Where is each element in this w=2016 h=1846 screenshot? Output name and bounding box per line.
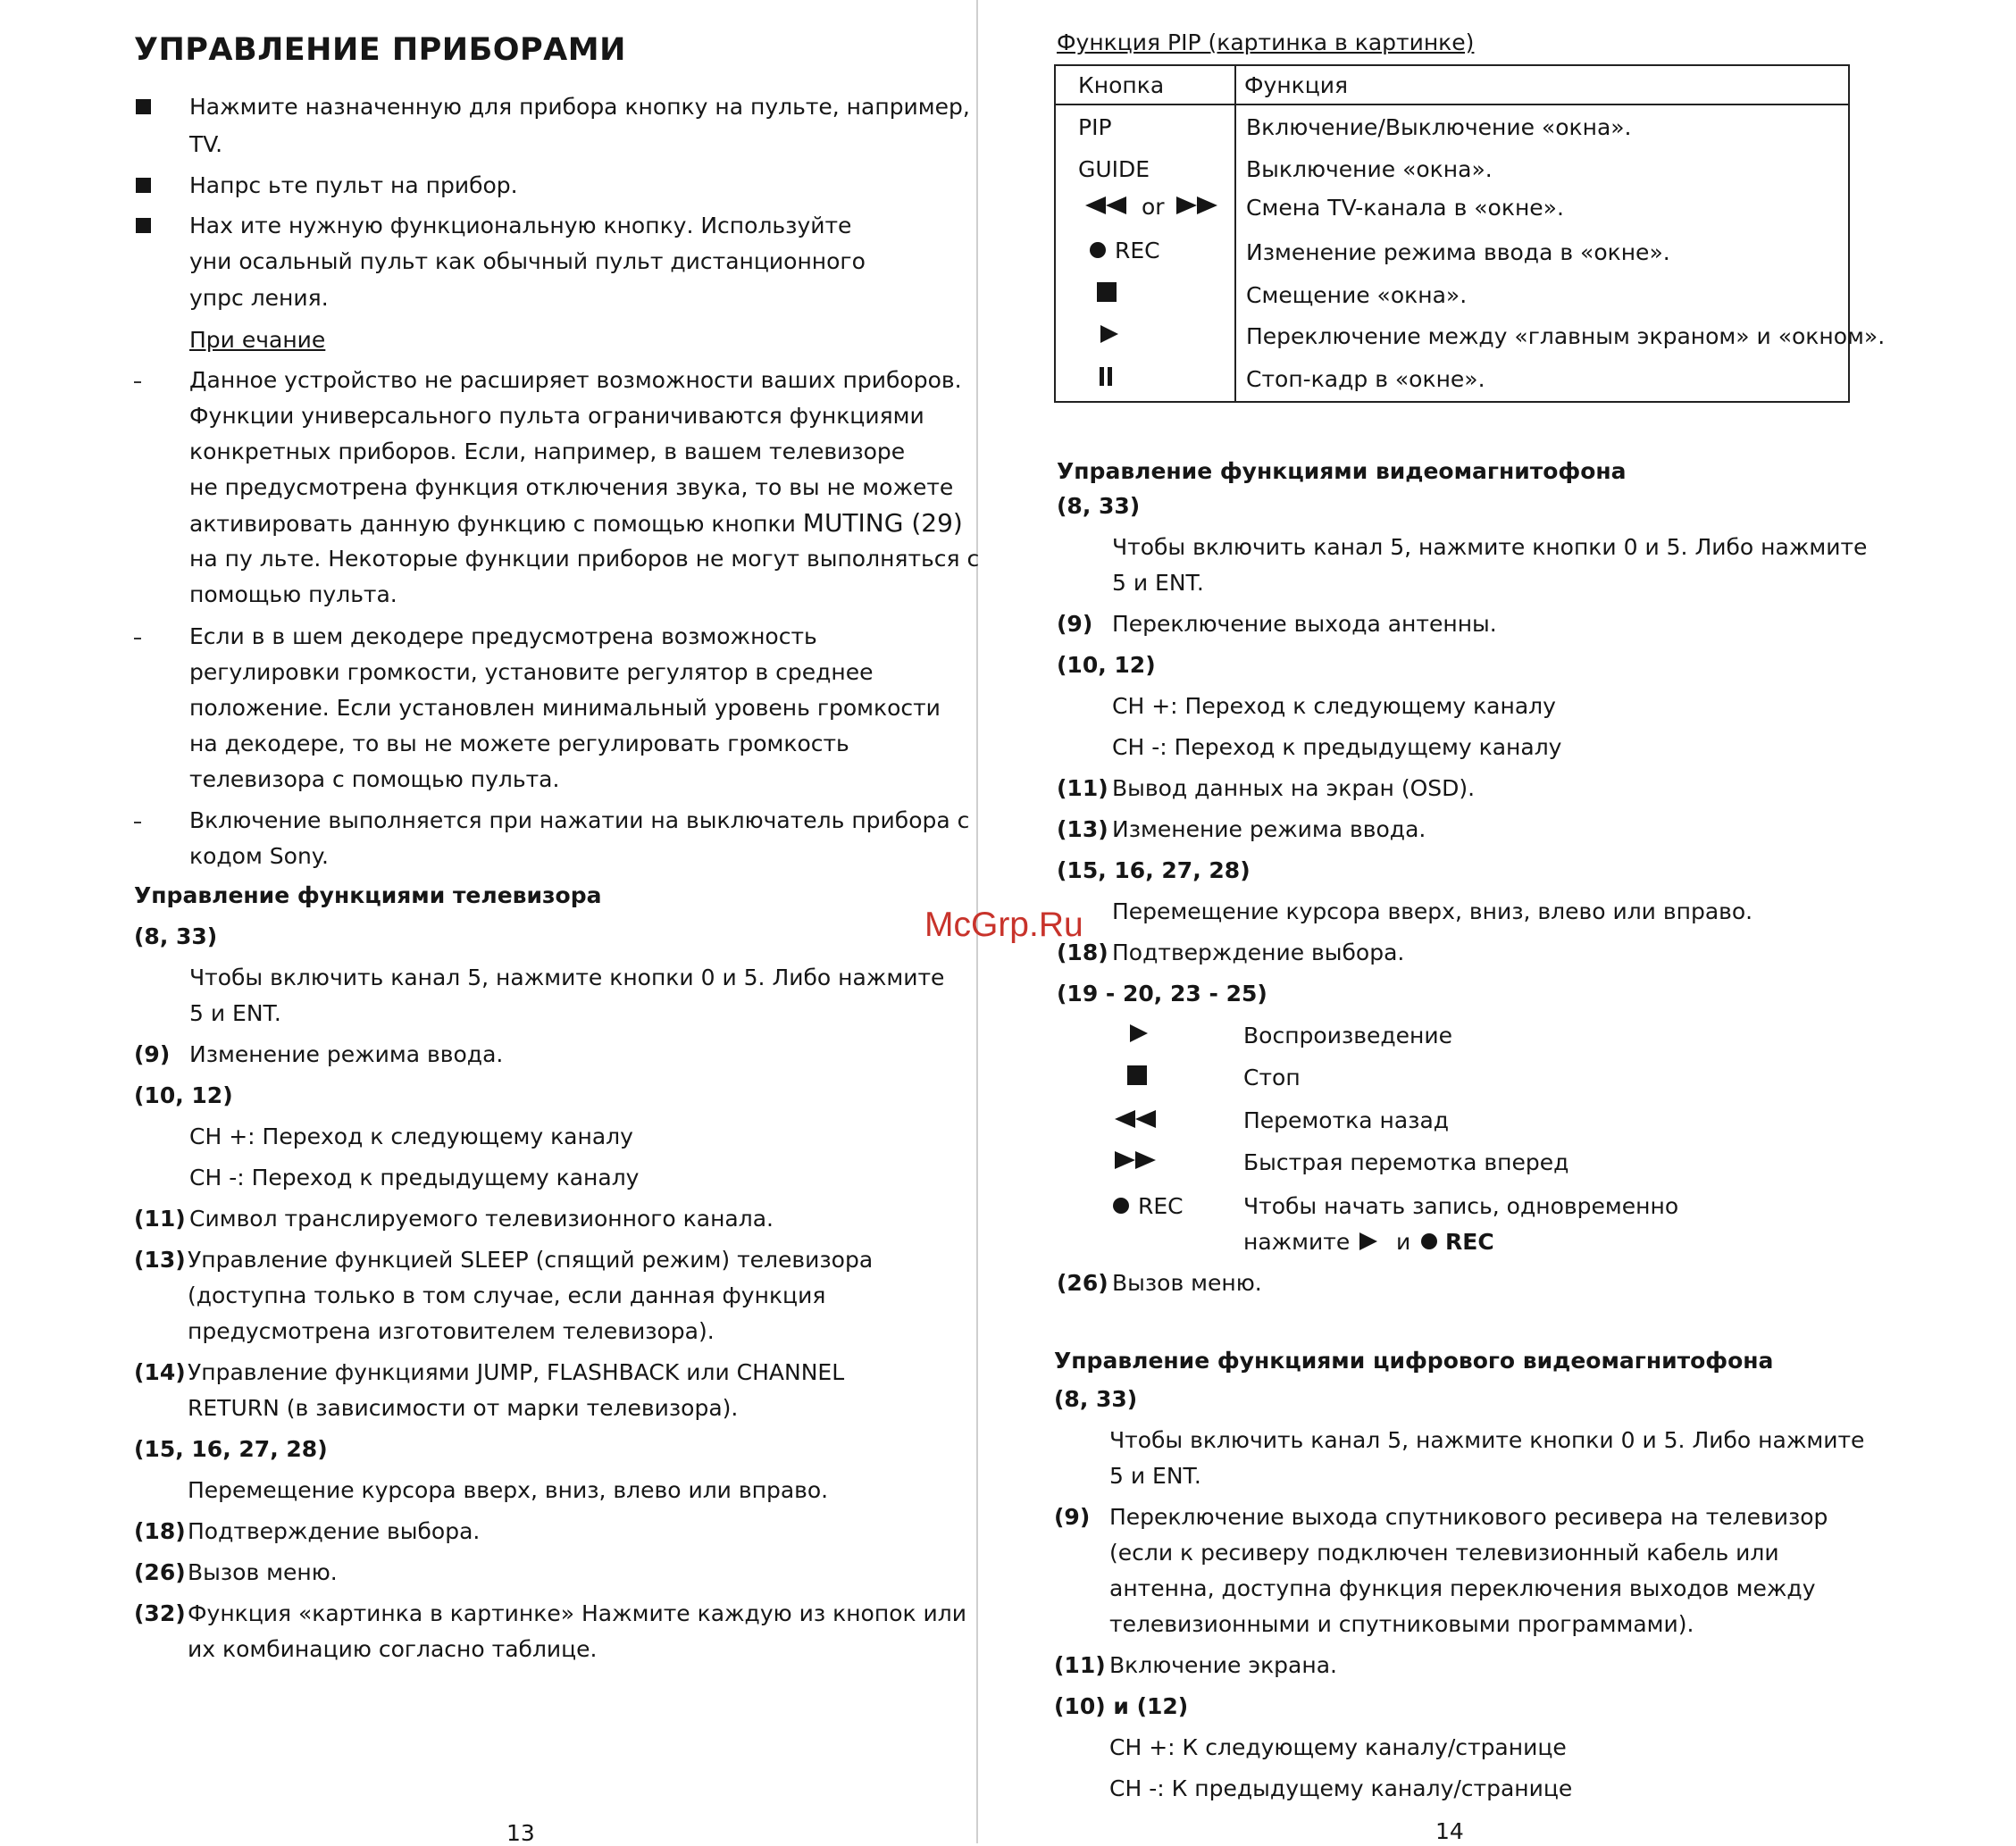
play-icon bbox=[1358, 1231, 1379, 1252]
page-number: 13 bbox=[506, 1820, 535, 1846]
item-line: CH -: К предыдущему каналу/странице bbox=[1109, 1775, 1573, 1801]
note-line: на пу льте. Некоторые функции приборов не могут выполняться с bbox=[189, 546, 980, 572]
key-ref: (8, 33) bbox=[1057, 493, 1141, 519]
item-line: CH +: Переход к следующему каналу bbox=[189, 1123, 633, 1149]
item-line: CH +: К следующему каналу/странице bbox=[1109, 1734, 1567, 1760]
item-line: CH -: Переход к предыдущему каналу bbox=[189, 1165, 640, 1190]
table-cell-function: Включение/Выключение «окна». bbox=[1246, 114, 1632, 140]
play-icon bbox=[1128, 1023, 1150, 1044]
item-line: RETURN (в зависимости от марки телевизора). bbox=[188, 1395, 739, 1421]
key-ref: (11) bbox=[134, 1206, 186, 1232]
bullet-line: Нажмите назначенную для прибора кнопку на пульте, например, bbox=[189, 94, 970, 120]
transport-label: REC bbox=[1138, 1193, 1184, 1219]
table-column-divider bbox=[1234, 66, 1236, 401]
bullet-line: TV. bbox=[189, 131, 223, 157]
key-ref: (10) и (12) bbox=[1054, 1693, 1189, 1719]
item-line: Переключение выхода антенны. bbox=[1112, 611, 1497, 637]
key-ref: (11) bbox=[1057, 775, 1108, 801]
fast-forward-icon bbox=[1175, 195, 1219, 216]
transport-function: Перемотка назад bbox=[1243, 1107, 1450, 1133]
item-line: Подтверждение выбора. bbox=[1112, 940, 1405, 965]
note-line: Включение выполняется при нажатии на выключатель прибора с bbox=[189, 807, 970, 833]
item-line: Изменение режима ввода. bbox=[189, 1041, 504, 1067]
table-cell-function: Изменение режима ввода в «окне». bbox=[1246, 239, 1670, 265]
bullet-marker bbox=[136, 218, 151, 233]
transport-function: Воспроизведение bbox=[1243, 1023, 1452, 1048]
transport-function: и bbox=[1396, 1229, 1411, 1255]
dvr-section-heading: Управление функциями цифрового видеомагнитофона bbox=[1054, 1348, 1774, 1374]
item-line: Включение экрана. bbox=[1109, 1652, 1337, 1678]
bullet-marker bbox=[136, 99, 151, 114]
note-line: на декодере, то вы не можете регулировать громкость bbox=[189, 731, 849, 756]
item-line: 5 и ENT. bbox=[189, 1000, 281, 1026]
item-line: Вызов меню. bbox=[188, 1559, 338, 1585]
table-cell-function: Выключение «окна». bbox=[1246, 156, 1493, 182]
stop-icon bbox=[1127, 1065, 1147, 1085]
note-line: помощью пульта. bbox=[189, 581, 397, 607]
note-line: не предусмотрена функция отключения звука, то вы не можете bbox=[189, 474, 954, 500]
note-dash bbox=[134, 638, 141, 639]
key-ref: (32) bbox=[134, 1600, 186, 1626]
table-header-divider bbox=[1056, 104, 1848, 105]
item-line: Управление функцией SLEEP (спящий режим) телевизора bbox=[188, 1247, 874, 1273]
key-ref: (9) bbox=[134, 1041, 171, 1067]
item-line: Перемещение курсора вверх, вниз, влево или вправо. bbox=[1112, 898, 1753, 924]
watermark: McGrp.Ru bbox=[924, 906, 1083, 944]
item-line: (доступна только в том случае, если данная функция bbox=[188, 1282, 826, 1308]
key-ref: (15, 16, 27, 28) bbox=[1057, 857, 1251, 883]
key-ref: (10, 12) bbox=[134, 1082, 233, 1108]
note-line: кодом Sony. bbox=[189, 843, 329, 869]
rewind-icon bbox=[1083, 195, 1128, 216]
transport-function: Стоп bbox=[1243, 1065, 1301, 1090]
item-line: Чтобы включить канал 5, нажмите кнопки 0 и 5. Либо нажмите bbox=[1112, 534, 1868, 560]
item-line: телевизионными и спутниковыми программами). bbox=[1109, 1611, 1694, 1637]
bullet-marker bbox=[136, 178, 151, 193]
pip-title: Функция PIP (картинка в картинке) bbox=[1057, 29, 1475, 55]
key-ref: (8, 33) bbox=[134, 923, 218, 949]
note-line: телевизора с помощью пульта. bbox=[189, 766, 560, 792]
record-icon bbox=[1420, 1232, 1438, 1250]
item-line: Подтверждение выбора. bbox=[188, 1518, 481, 1544]
note-line: положение. Если установлен минимальный уровень громкости bbox=[189, 695, 941, 721]
note-line bbox=[189, 507, 963, 540]
key-ref: (11) bbox=[1054, 1652, 1106, 1678]
note-line: Данное устройство не расширяет возможности ваших приборов. bbox=[189, 367, 962, 393]
key-ref: (18) bbox=[1057, 940, 1108, 965]
tv-section-heading: Управление функциями телевизора bbox=[134, 882, 602, 908]
item-line: предусмотрена изготовителем телевизора). bbox=[188, 1318, 715, 1344]
item-line: CH +: Переход к следующему каналу bbox=[1112, 693, 1556, 719]
item-line: Изменение режима ввода. bbox=[1112, 816, 1426, 842]
transport-function: Быстрая перемотка вперед bbox=[1243, 1149, 1569, 1175]
bullet-line: Нах ите нужную функциональную кнопку. Используйте bbox=[189, 213, 852, 238]
table-cell-button: or bbox=[1142, 194, 1165, 220]
vcr-section-heading: Управление функциями видеомагнитофона bbox=[1057, 458, 1627, 484]
record-icon bbox=[1112, 1197, 1130, 1215]
key-ref: (13) bbox=[134, 1247, 186, 1273]
key-ref: (18) bbox=[134, 1518, 186, 1544]
play-icon bbox=[1099, 323, 1120, 345]
table-cell-function: Смена TV-канала в «окне». bbox=[1246, 195, 1564, 221]
item-line: Чтобы включить канал 5, нажмите кнопки 0 и 5. Либо нажмите bbox=[1109, 1427, 1865, 1453]
bullet-line: Напрс ьте пульт на прибор. bbox=[189, 172, 518, 198]
transport-function: REC bbox=[1445, 1229, 1494, 1255]
item-line: Вывод данных на экран (OSD). bbox=[1112, 775, 1476, 801]
table-cell-button: REC bbox=[1115, 238, 1160, 263]
bullet-line: упрс ления. bbox=[189, 285, 329, 311]
note-line: Функции универсального пульта ограничиваются функциями bbox=[189, 403, 924, 429]
fast-forward-icon bbox=[1113, 1149, 1158, 1171]
bullet-line: уни осальный пульт как обычный пульт дистанционного bbox=[189, 248, 866, 274]
note-heading: При ечание bbox=[189, 327, 326, 353]
item-line: 5 и ENT. bbox=[1109, 1463, 1201, 1489]
key-ref: (9) bbox=[1054, 1504, 1091, 1530]
pause-icon bbox=[1098, 366, 1114, 388]
key-ref: (14) bbox=[134, 1359, 186, 1385]
muting-button-label: MUTING (29) bbox=[802, 508, 963, 538]
key-ref: (13) bbox=[1057, 816, 1108, 842]
table-header-button: Кнопка bbox=[1078, 72, 1165, 98]
note-dash bbox=[134, 381, 141, 383]
stop-icon bbox=[1097, 282, 1117, 302]
item-line: антенна, доступна функция переключения выходов между bbox=[1109, 1575, 1816, 1601]
table-cell-button: PIP bbox=[1078, 114, 1112, 140]
table-cell-function: Стоп-кадр в «окне». bbox=[1246, 366, 1485, 392]
key-ref: (19 - 20, 23 - 25) bbox=[1057, 981, 1267, 1007]
item-line: Символ транслируемого телевизионного канала. bbox=[189, 1206, 774, 1232]
key-ref: (10, 12) bbox=[1057, 652, 1156, 678]
key-ref: (26) bbox=[134, 1559, 186, 1585]
key-ref: (26) bbox=[1057, 1270, 1108, 1296]
record-icon bbox=[1089, 241, 1107, 259]
note-line: конкретных приборов. Если, например, в вашем телевизоре bbox=[189, 439, 906, 464]
note-line: Если в в шем декодере предусмотрена возможность bbox=[189, 623, 817, 649]
note-dash bbox=[134, 822, 141, 823]
transport-function: Чтобы начать запись, одновременно bbox=[1243, 1193, 1679, 1219]
item-line: Чтобы включить канал 5, нажмите кнопки 0 и 5. Либо нажмите bbox=[189, 965, 945, 990]
table-cell-function: Переключение между «главным экраном» и «окном». bbox=[1246, 323, 1886, 349]
rewind-icon bbox=[1113, 1108, 1158, 1130]
page-number: 14 bbox=[1435, 1818, 1464, 1844]
item-line: CH -: Переход к предыдущему каналу bbox=[1112, 734, 1562, 760]
key-ref: (8, 33) bbox=[1054, 1386, 1138, 1412]
table-cell-button: GUIDE bbox=[1078, 156, 1150, 182]
item-line: Функция «картинка в картинке» Нажмите каждую из кнопок или bbox=[188, 1600, 967, 1626]
item-line: их комбинацию согласно таблице. bbox=[188, 1636, 598, 1662]
key-ref: (9) bbox=[1057, 611, 1093, 637]
table-cell-function: Смещение «окна». bbox=[1246, 282, 1468, 308]
item-line: Вызов меню. bbox=[1112, 1270, 1262, 1296]
transport-function: нажмите bbox=[1243, 1229, 1351, 1255]
table-header-function: Функция bbox=[1244, 72, 1349, 98]
item-line: Управление функциями JUMP, FLASHBACK или CHANNEL bbox=[188, 1359, 845, 1385]
item-line: (если к ресиверу подключен телевизионный кабель или bbox=[1109, 1540, 1779, 1566]
page-title: УПРАВЛЕНИЕ ПРИБОРАМИ bbox=[134, 32, 626, 68]
note-line: регулировки громкости, установите регулятор в среднее bbox=[189, 659, 874, 685]
item-line: Перемещение курсора вверх, вниз, влево или вправо. bbox=[188, 1477, 829, 1503]
item-line: Переключение выхода спутникового ресивера на телевизор bbox=[1109, 1504, 1828, 1530]
item-line: 5 и ENT. bbox=[1112, 570, 1204, 596]
key-ref: (15, 16, 27, 28) bbox=[134, 1436, 328, 1462]
note-text: активировать данную функцию с помощью кнопки bbox=[189, 511, 796, 537]
